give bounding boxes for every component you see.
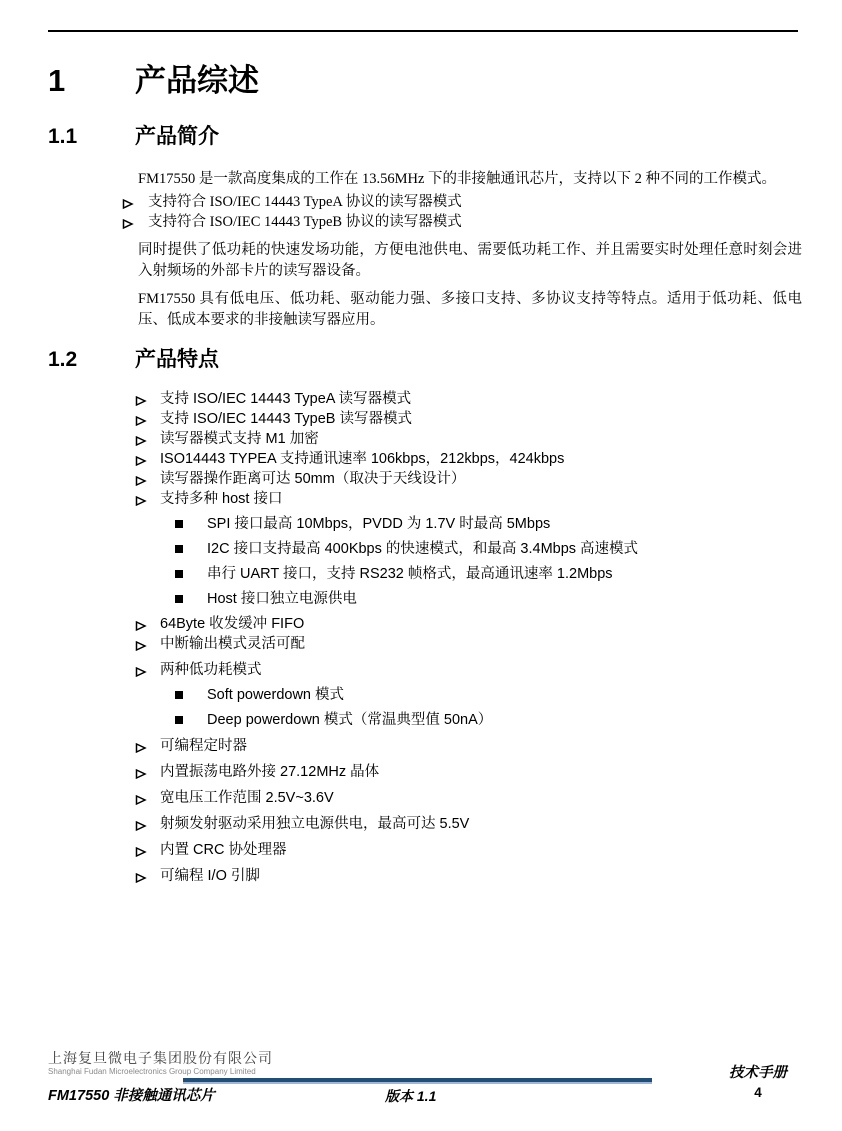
feature-item: [175, 685, 803, 705]
feature-item: [175, 564, 803, 584]
feature-item-label: 可编程定时器: [160, 738, 247, 754]
square-bullet-icon: [175, 545, 183, 553]
features-list: [135, 389, 803, 886]
feature-item: [135, 634, 803, 654]
mode-item-label: 支持符合 ISO/IEC 14443 TypeB 协议的读写器模式: [148, 214, 462, 230]
feature-item: [135, 429, 803, 449]
feature-item-label: 两种低功耗模式: [160, 662, 262, 678]
arrow-bullet-icon: [135, 453, 147, 465]
footer-company-name-en: Shanghai Fudan Microelectronics Group Company Limited: [48, 1067, 256, 1076]
feature-item-label: I2C 接口支持最高 400Kbps 的快速模式，和最高 3.4Mbps 高速模式: [207, 541, 639, 557]
arrow-bullet-icon: [122, 196, 134, 208]
square-bullet-icon: [175, 595, 183, 603]
arrow-bullet-icon: [135, 393, 147, 405]
arrow-bullet-icon: [135, 818, 147, 830]
feature-item: [135, 469, 803, 489]
feature-item: [135, 788, 803, 808]
arrow-bullet-icon: [135, 792, 147, 804]
section-1-1-title: 产品简介: [135, 125, 219, 148]
feature-item: [175, 710, 803, 730]
feature-item-label: 中断输出模式灵活可配: [160, 636, 305, 652]
feature-item-label: 支持多种 host 接口: [160, 491, 283, 507]
arrow-bullet-icon: [135, 844, 147, 856]
intro-paragraph: FM17550 是一款高度集成的工作在 13.56MHz 下的非接触通讯芯片，支持以下 2 种不同的工作模式。: [138, 171, 777, 187]
feature-item: [135, 389, 803, 409]
section-1-2-title: 产品特点: [135, 348, 219, 371]
feature-item-label: 读写器模式支持 M1 加密: [160, 431, 319, 447]
feature-item-label: 支持 ISO/IEC 14443 TypeA 读写器模式: [160, 391, 412, 407]
feature-item: [135, 614, 803, 634]
feature-item: [135, 840, 803, 860]
feature-item: [135, 736, 803, 756]
section-1-1-number: 1.1: [48, 125, 78, 148]
feature-item-label: ISO14443 TYPEA 支持通讯速率 106kbps，212kbps，424kbps: [160, 451, 565, 467]
arrow-bullet-icon: [135, 473, 147, 485]
feature-item: [175, 589, 803, 609]
footer-company-name-cn: 上海复旦微电子集团股份有限公司: [48, 1050, 273, 1066]
feature-item: [135, 762, 803, 782]
footer-version: 版本 1.1: [385, 1088, 437, 1104]
feature-item: [135, 866, 803, 886]
arrow-bullet-icon: [135, 618, 147, 630]
footer-doc-title: FM17550 非接触通讯芯片: [48, 1088, 215, 1104]
feature-item: [135, 409, 803, 429]
arrow-bullet-icon: [135, 740, 147, 752]
arrow-bullet-icon: [135, 413, 147, 425]
feature-item: [175, 514, 803, 534]
mode-list-item: [122, 212, 682, 232]
arrow-bullet-icon: [135, 766, 147, 778]
lowpower-paragraph: 同时提供了低功耗的快速发场功能，方便电池供电、需要低功耗工作、并且需要实时处理任意时刻会进入射频场的外部卡片的读写器设备。: [138, 242, 802, 279]
arrow-bullet-icon: [135, 433, 147, 445]
feature-item-label: 支持 ISO/IEC 14443 TypeB 读写器模式: [160, 411, 412, 427]
arrow-bullet-icon: [122, 216, 134, 228]
footer-divider-line: [183, 1078, 652, 1084]
section-1-heading: [48, 62, 259, 100]
square-bullet-icon: [175, 691, 183, 699]
header-rule: [48, 30, 798, 32]
square-bullet-icon: [175, 520, 183, 528]
feature-item-label: Host 接口独立电源供电: [207, 591, 357, 607]
section-1-2-number: 1.2: [48, 348, 78, 371]
feature-item-label: 宽电压工作范围 2.5V~3.6V: [160, 790, 334, 806]
arrow-bullet-icon: [135, 638, 147, 650]
feature-item-label: 读写器操作距离可达 50mm（取决于天线设计）: [160, 471, 466, 487]
summary-paragraph: FM17550 具有低电压、低功耗、驱动能力强、多接口支持、多协议支持等特点。适用于低功耗、低电压、低成本要求的非接触读写器应用。: [138, 291, 802, 328]
arrow-bullet-icon: [135, 870, 147, 882]
mode-list-item: [122, 192, 682, 212]
arrow-bullet-icon: [135, 664, 147, 676]
square-bullet-icon: [175, 570, 183, 578]
feature-item-label: Soft powerdown 模式: [207, 687, 345, 703]
section-1-2-heading: [48, 346, 219, 373]
footer-page-number: 4: [754, 1085, 762, 1100]
section-1-number: 1: [48, 63, 66, 98]
feature-item: [135, 449, 803, 469]
mode-item-label: 支持符合 ISO/IEC 14443 TypeA 协议的读写器模式: [148, 194, 462, 210]
feature-item-label: 内置 CRC 协处理器: [160, 842, 287, 858]
feature-item: [135, 660, 803, 680]
square-bullet-icon: [175, 716, 183, 724]
feature-item-label: 内置振荡电路外接 27.12MHz 晶体: [160, 764, 380, 780]
feature-item: [135, 489, 803, 509]
feature-item-label: SPI 接口最高 10Mbps，PVDD 为 1.7V 时最高 5Mbps: [207, 516, 551, 532]
feature-item-label: 可编程 I/O 引脚: [160, 868, 260, 884]
feature-item-label: Deep powerdown 模式（常温典型值 50nA）: [207, 712, 493, 728]
feature-item-label: 64Byte 收发缓冲 FIFO: [160, 616, 305, 632]
feature-item: [135, 814, 803, 834]
mode-list: [122, 192, 682, 232]
feature-item-label: 串行 UART 接口，支持 RS232 帧格式，最高通讯速率 1.2Mbps: [207, 566, 613, 582]
section-1-1-heading: [48, 123, 219, 150]
section-1-title: 产品综述: [135, 63, 259, 98]
arrow-bullet-icon: [135, 493, 147, 505]
footer-manual-type: 技术手册: [729, 1065, 787, 1081]
feature-item-label: 射频发射驱动采用独立电源供电，最高可达 5.5V: [160, 816, 470, 832]
feature-item: [175, 539, 803, 559]
